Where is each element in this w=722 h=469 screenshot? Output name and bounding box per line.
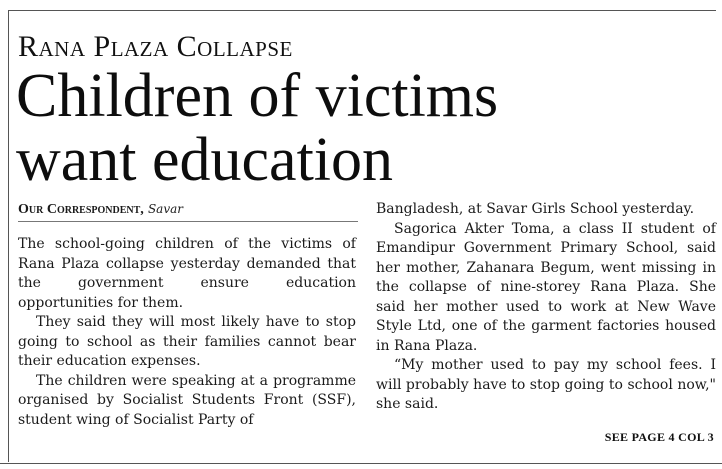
paragraph: The children were speaking at a programme organised by Socialist Students Front (SSF), student wing of Socialist Party of <box>18 372 356 428</box>
left-border-rule <box>8 10 9 462</box>
byline-author: Our Correspondent, <box>18 202 144 217</box>
byline-divider <box>18 221 358 222</box>
paragraph: They said they will most likely have to stop going to school as their families cannot bear their education expenses. <box>18 314 356 369</box>
article-column-1 <box>18 235 356 430</box>
continued-jump-line: SEE PAGE 4 COL 3 <box>604 430 714 444</box>
paragraph: The school-going children of the victims of Rana Plaza collapse yesterday demanded that the government ensure education opportunities for them. <box>18 236 356 311</box>
article-byline <box>18 201 183 218</box>
paragraph: Bangladesh, at Savar Girls School yesterday. <box>376 201 695 217</box>
top-border-rule <box>8 10 716 11</box>
article-column-2 <box>376 200 716 415</box>
byline-location: Savar <box>147 202 183 216</box>
paragraph: “My mother used to pay my school fees. I will probably have to stop going to school now," she said. <box>376 357 716 412</box>
paragraph: Sagorica Akter Toma, a class II student of Emandipur Government Primary School, said her mother, Zahanara Begum, went missing in the collapse of nine-storey Rana Plaza. She said her mother used to work at New Wave Style Ltd, one of the garment factories housed in Rana Plaza. <box>376 220 716 354</box>
bottom-border-rule <box>0 463 722 464</box>
article-headline: Children of victims want education <box>16 62 499 194</box>
article-kicker: Rana Plaza Collapse <box>18 30 293 63</box>
